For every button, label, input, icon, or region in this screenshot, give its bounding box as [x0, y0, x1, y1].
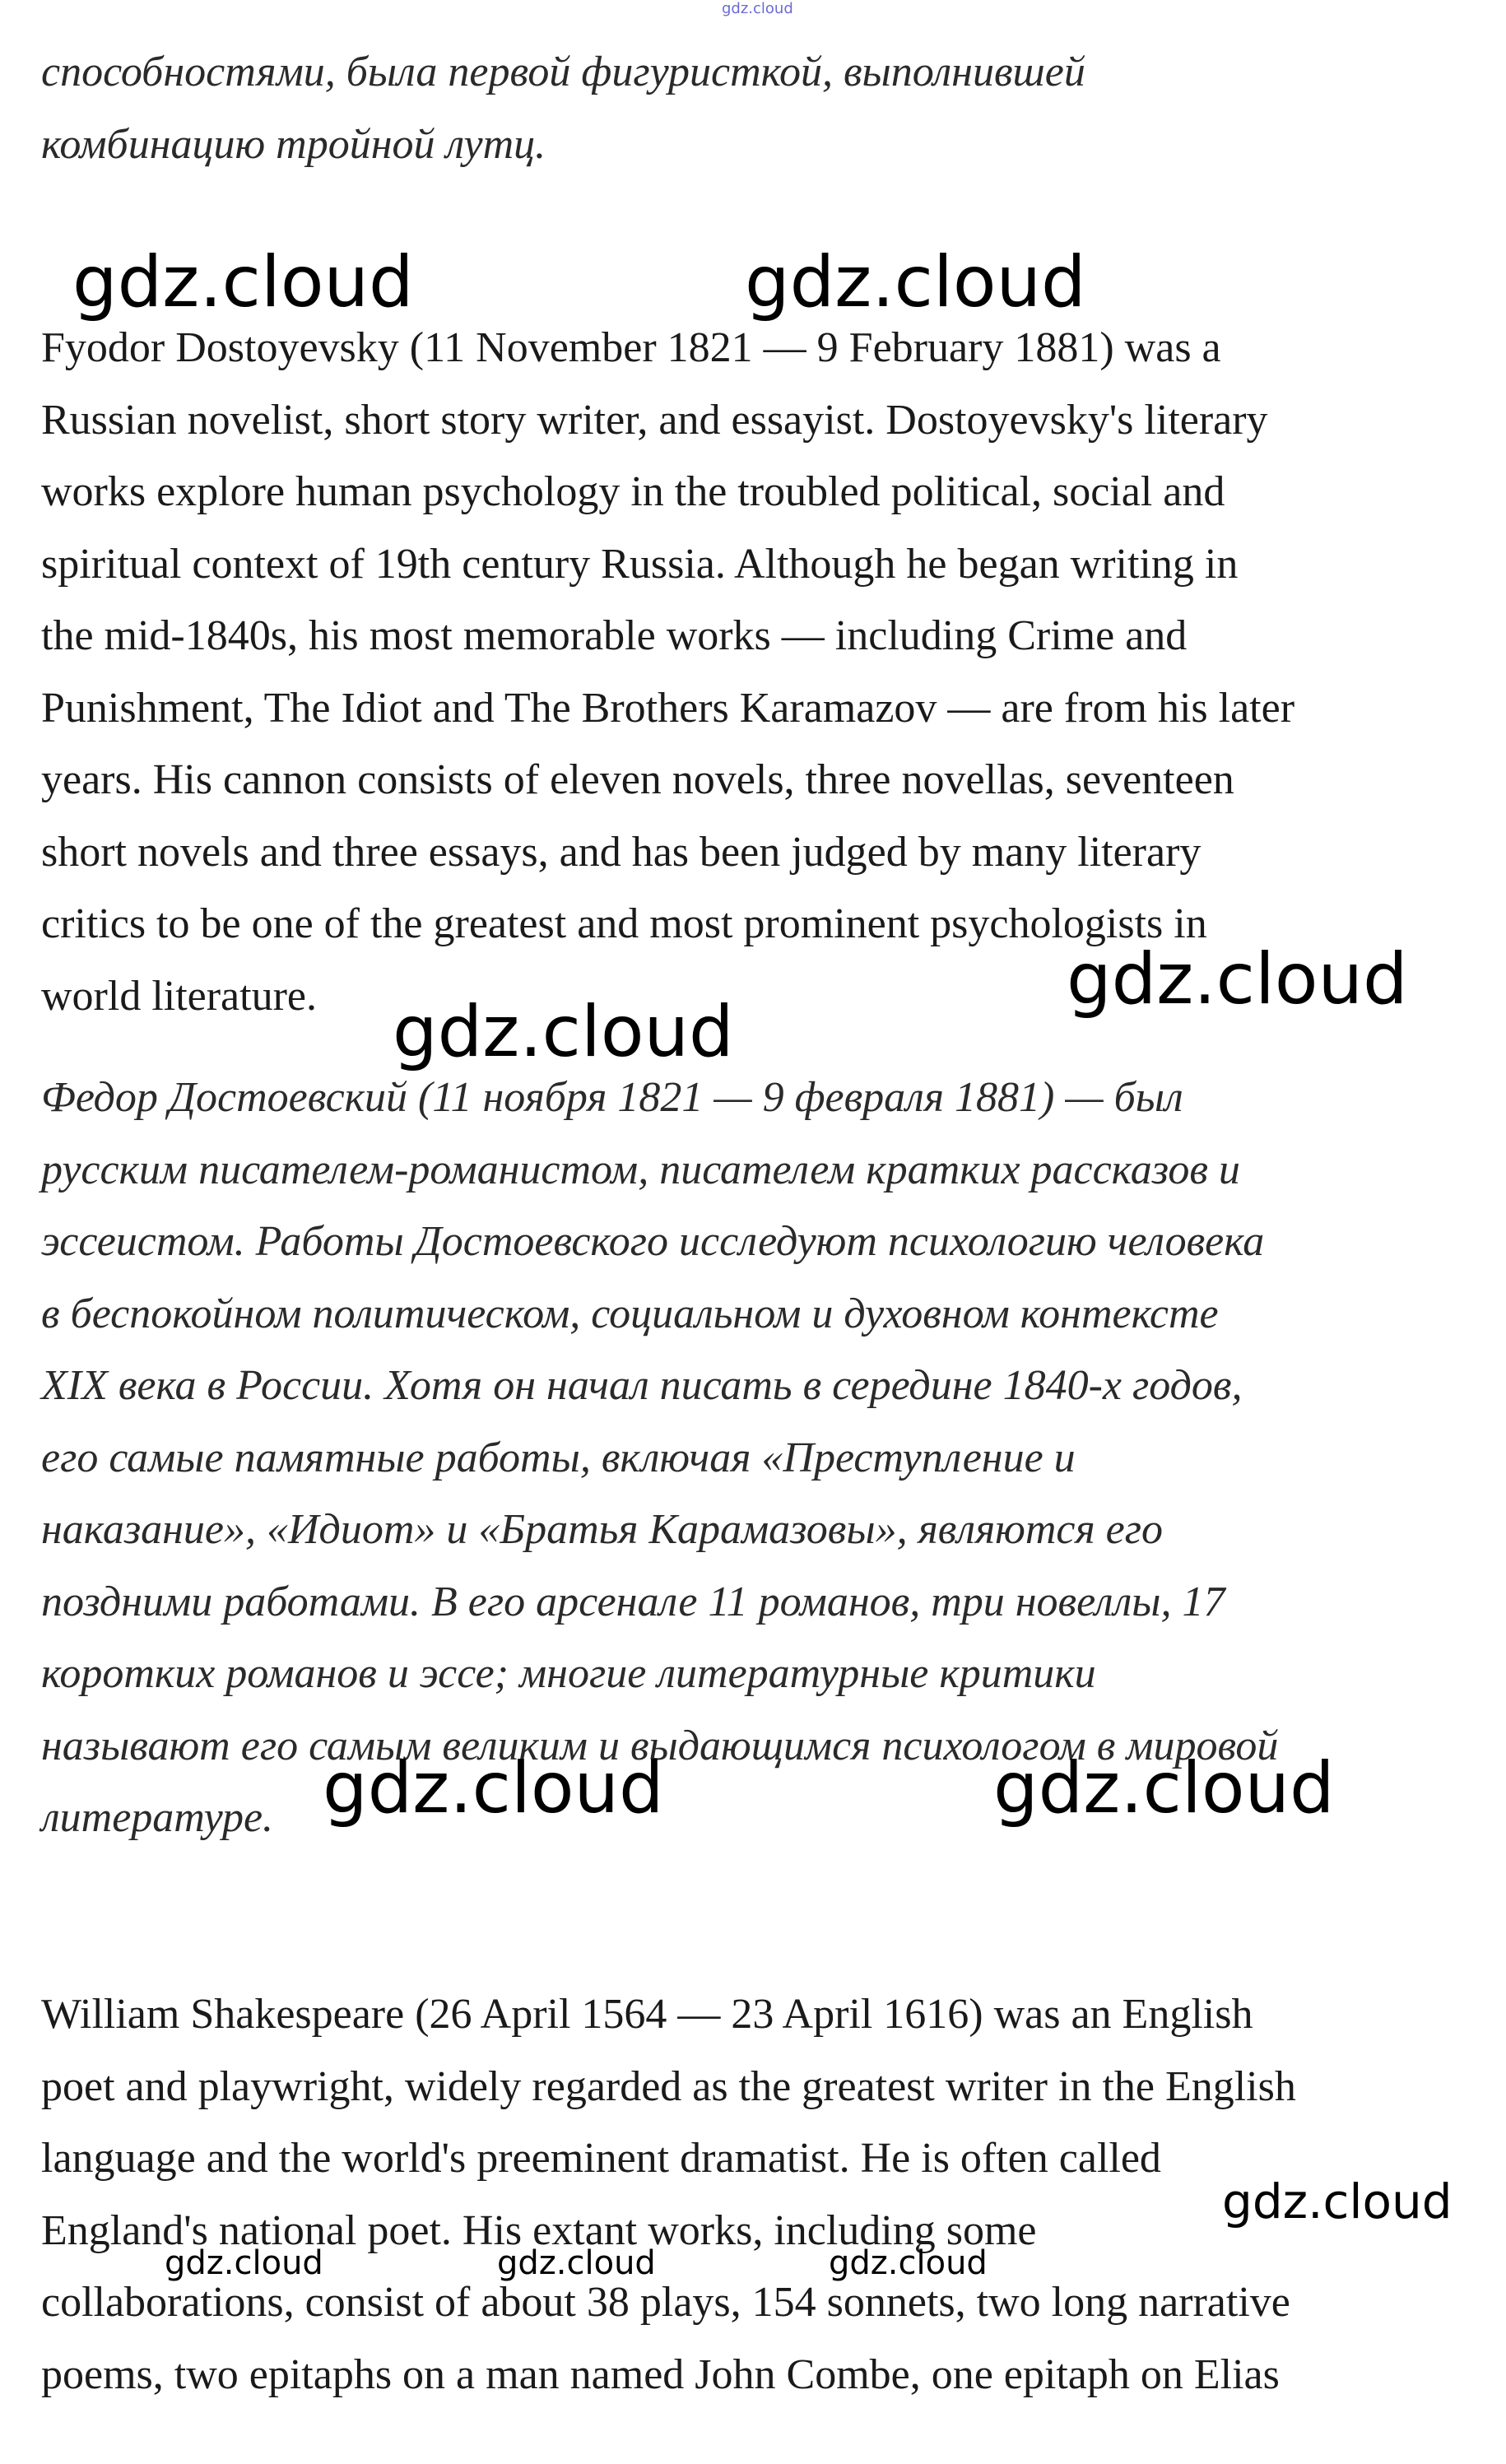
text-line: England's national poet. His extant works, including some — [41, 2206, 1037, 2254]
text-line: critics to be one of the greatest and most prominent psychologists in — [41, 900, 1207, 947]
text-line: наказание», «Идиот» и «Братья Карамазовы», являются его — [41, 1506, 1163, 1553]
text-line: поздними работами. В его арсенале 11 романов, три новеллы, 17 — [41, 1578, 1225, 1625]
watermark-9: gdz.cloud — [497, 2244, 656, 2282]
text-line: language and the world's preeminent dramatist. He is often called — [41, 2135, 1161, 2182]
text-line: комбинацию тройной лутц. — [41, 120, 546, 168]
text-line: works explore human psychology in the troubled political, social and — [41, 468, 1225, 515]
watermark-3: gdz.cloud — [1067, 938, 1408, 1020]
top-watermark: gdz.cloud — [722, 0, 793, 17]
text-line: collaborations, consist of about 38 plays, 154 sonnets, two long narrative — [41, 2279, 1290, 2326]
watermark-8: gdz.cloud — [165, 2244, 323, 2282]
watermark-1: gdz.cloud — [72, 241, 414, 323]
text-line: способностями, была первой фигуристкой, выполнившей — [41, 49, 1085, 95]
text-line: в беспокойном политическом, социальном и духовном контексте — [41, 1290, 1219, 1337]
text-line: years. His cannon consists of eleven novels, three novellas, seventeen — [41, 756, 1234, 803]
text-line: spiritual context of 19th century Russia. Although he began writing in — [41, 540, 1239, 588]
watermark-7: gdz.cloud — [1222, 2173, 1453, 2229]
text-line: Russian novelist, short story writer, and essayist. Dostoyevsky's literary — [41, 396, 1268, 444]
text-line: эссеистом. Работы Достоевского исследуют психологию человека — [41, 1218, 1265, 1265]
paragraph-dostoyevsky-en — [41, 312, 1457, 1032]
paragraph-dostoyevsky-ru — [41, 1062, 1457, 1854]
watermark-2: gdz.cloud — [745, 241, 1086, 323]
text-line: коротких романов и эссе; многие литературные критики — [41, 1650, 1096, 1697]
text-line: William Shakespeare (26 April 1564 — 23 April 1616) was an English — [41, 1991, 1253, 2038]
paragraph-intro-ru — [41, 36, 1457, 180]
text-line: его самые памятные работы, включая «Преступление и — [41, 1434, 1076, 1481]
text-line: Punishment, The Idiot and The Brothers Karamazov — are from his later — [41, 684, 1295, 732]
watermark-6: gdz.cloud — [993, 1747, 1335, 1829]
text-line: the mid-1840s, his most memorable works — including Crime and — [41, 612, 1188, 659]
text-line: poems, two epitaphs on a man named John Combe, one epitaph on Elias — [41, 2350, 1280, 2398]
text-line: poet and playwright, widely regarded as the greatest writer in the English — [41, 2062, 1296, 2110]
text-line: русским писателем-романистом, писателем кратких рассказов и — [41, 1146, 1240, 1193]
text-line: XIX века в России. Хотя он начал писать в середине 1840-х годов, — [41, 1362, 1243, 1409]
text-line: short novels and three essays, and has been judged by many literary — [41, 828, 1202, 876]
text-line: литературе. — [41, 1794, 274, 1841]
text-line: Федор Достоевский (11 ноября 1821 — 9 февраля 1881) — был — [41, 1074, 1183, 1121]
text-line: называют его самым великим и выдающимся психологом в мировой — [41, 1722, 1279, 1769]
watermark-4: gdz.cloud — [393, 991, 734, 1073]
text-line: Fyodor Dostoyevsky (11 November 1821 — 9 February 1881) was a — [41, 324, 1221, 371]
watermark-10: gdz.cloud — [829, 2244, 988, 2282]
text-line: world literature. — [41, 972, 317, 1020]
watermark-5: gdz.cloud — [323, 1747, 664, 1829]
